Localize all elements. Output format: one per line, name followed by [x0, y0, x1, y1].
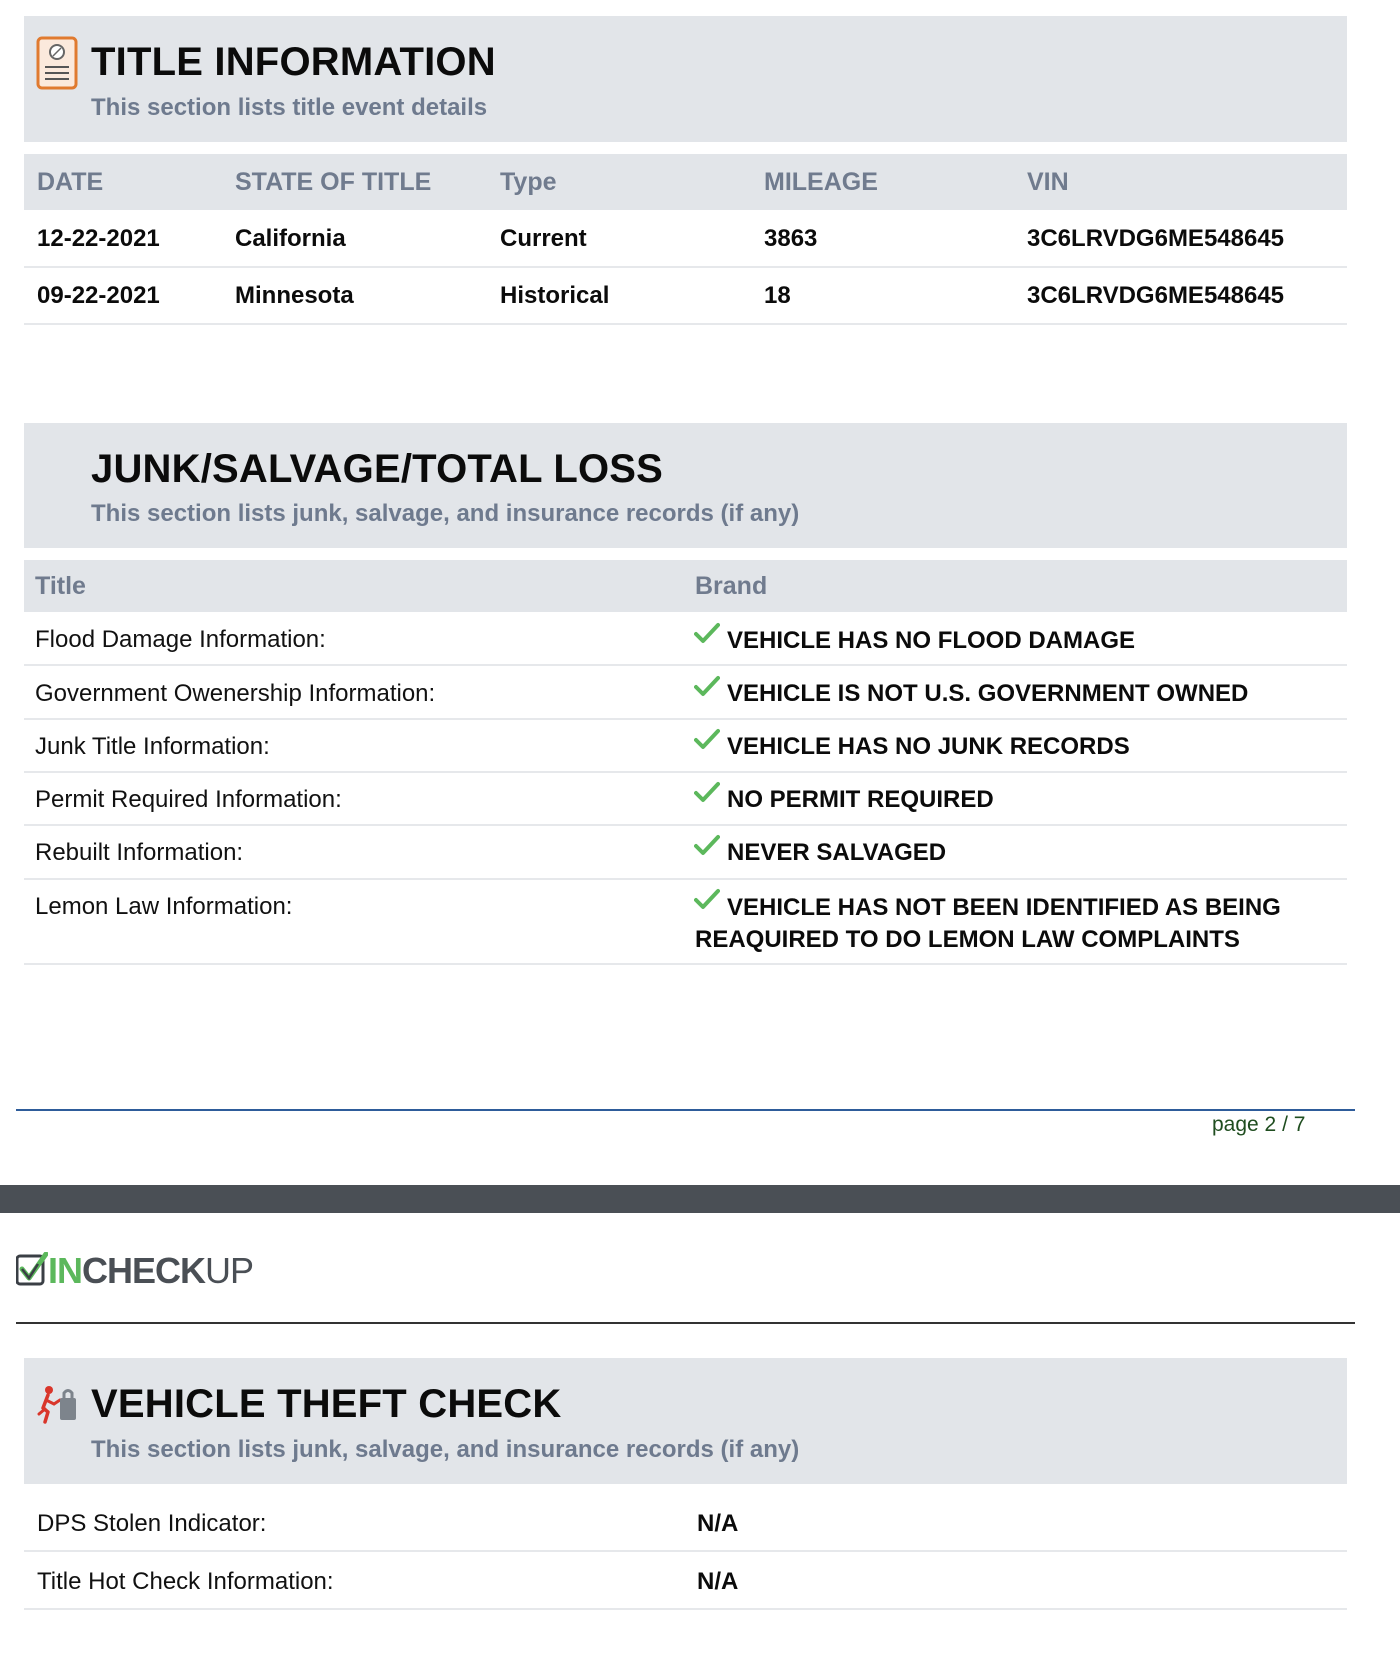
check-icon: [694, 675, 720, 697]
logo-check: CHECK: [82, 1250, 206, 1291]
title-table-header: [24, 154, 1347, 210]
theft-section-subheading: This section lists junk, salvage, and insurance records (if any): [91, 1436, 800, 1463]
row-brand: VEHICLE IS NOT U.S. GOVERNMENT OWNED: [727, 680, 1249, 707]
row-brand: NO PERMIT REQUIRED: [727, 786, 994, 813]
row-type: Current: [500, 225, 587, 252]
col-state: STATE OF TITLE: [235, 168, 432, 196]
check-icon: [694, 728, 720, 750]
row-brand: VEHICLE HAS NO FLOOD DAMAGE: [727, 627, 1136, 654]
junk-table-header: [24, 560, 1347, 612]
logo-rule: [16, 1322, 1355, 1324]
title-document-icon: [36, 36, 78, 95]
row-state: California: [235, 225, 346, 252]
col-type: Type: [500, 168, 557, 196]
page-number: page 2 / 7: [1212, 1113, 1306, 1136]
row-label: Flood Damage Information:: [35, 626, 326, 653]
row-vin: 3C6LRVDG6ME548645: [1027, 282, 1285, 309]
junk-section-heading: JUNK/SALVAGE/TOTAL LOSS: [91, 447, 664, 491]
logo-in: IN: [48, 1250, 82, 1291]
row-label: DPS Stolen Indicator:: [37, 1510, 267, 1537]
table-row: [24, 1494, 1347, 1552]
logo-check-icon: [16, 1252, 48, 1286]
title-section-subheading: This section lists title event details: [91, 94, 488, 121]
vincheckup-logo: [16, 1250, 253, 1290]
check-icon: [694, 781, 720, 803]
table-row: [24, 1552, 1347, 1610]
row-brand: VEHICLE HAS NO JUNK RECORDS: [727, 733, 1130, 760]
row-label: Junk Title Information:: [35, 733, 270, 760]
row-brand: VEHICLE HAS NOT BEEN IDENTIFIED AS BEING: [727, 894, 1281, 921]
row-value: N/A: [697, 1510, 739, 1537]
row-vin: 3C6LRVDG6ME548645: [1027, 225, 1285, 252]
theft-section-heading: VEHICLE THEFT CHECK: [91, 1382, 562, 1426]
row-label: Government Owenership Information:: [35, 680, 436, 707]
row-mileage: 3863: [764, 225, 818, 252]
logo-up: UP: [205, 1250, 254, 1291]
row-label: Title Hot Check Information:: [37, 1568, 334, 1595]
col-vin: VIN: [1027, 168, 1069, 196]
junk-section-subheading: This section lists junk, salvage, and insurance records (if any): [91, 500, 800, 527]
row-date: 09-22-2021: [37, 282, 160, 309]
row-brand: NEVER SALVAGED: [727, 839, 947, 866]
table-row: [24, 210, 1347, 268]
page-separator: [0, 1185, 1400, 1213]
row-state: Minnesota: [235, 282, 354, 309]
check-icon: [694, 622, 720, 644]
title-section-heading: TITLE INFORMATION: [91, 40, 496, 84]
check-icon: [694, 834, 720, 856]
row-brand-line2: REAQUIRED TO DO LEMON LAW COMPLAINTS: [695, 926, 1240, 953]
col-title: Title: [35, 572, 86, 600]
row-label: Permit Required Information:: [35, 786, 342, 813]
row-mileage: 18: [764, 282, 791, 309]
row-value: N/A: [697, 1568, 739, 1595]
col-brand: Brand: [695, 572, 768, 600]
col-mileage: MILEAGE: [764, 168, 878, 196]
row-date: 12-22-2021: [37, 225, 160, 252]
row-label: Lemon Law Information:: [35, 893, 293, 920]
row-label: Rebuilt Information:: [35, 839, 244, 866]
table-row: [24, 268, 1347, 325]
col-date: DATE: [37, 168, 104, 196]
check-icon: [694, 888, 720, 910]
footer-rule: [16, 1109, 1355, 1111]
theft-icon: [36, 1384, 78, 1429]
row-type: Historical: [500, 282, 610, 309]
